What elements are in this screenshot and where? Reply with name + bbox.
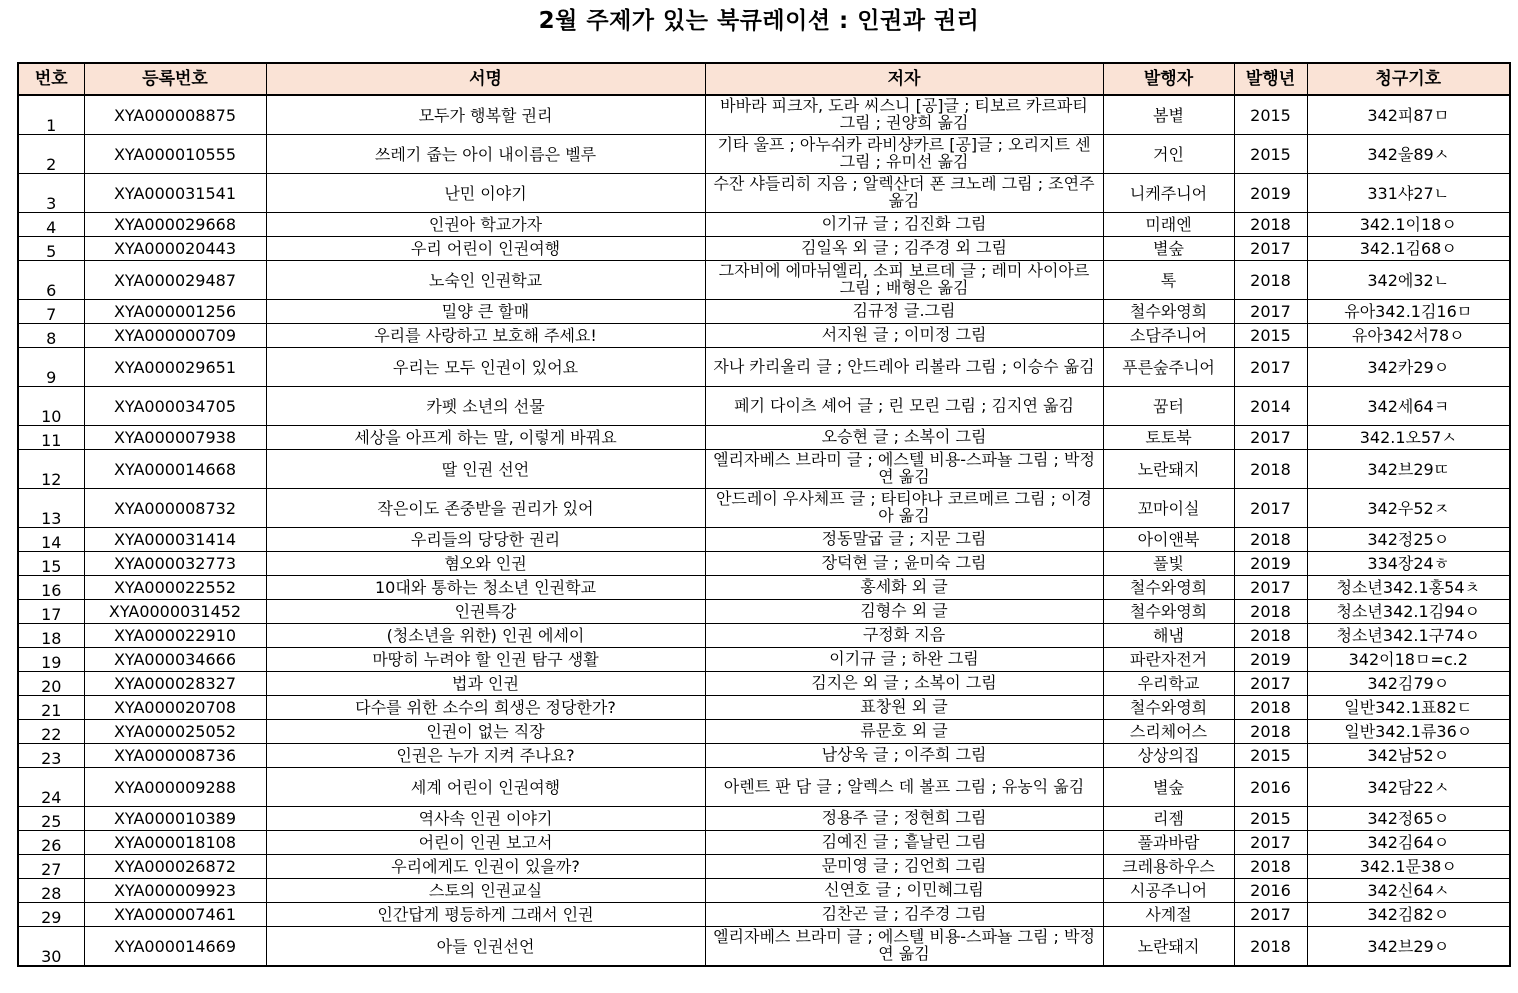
cell-author xyxy=(705,576,1103,600)
cell-year: 2018 xyxy=(1234,600,1307,624)
cell-number: 29 xyxy=(18,903,84,927)
author-text: 구정화 지음 xyxy=(862,626,946,643)
cell-book-title: 아들 인권선언 xyxy=(266,927,705,967)
cell-call-number: 342울89ㅅ xyxy=(1307,135,1510,174)
table-row xyxy=(18,768,1510,807)
table-row xyxy=(18,744,1510,768)
cell-number: 19 xyxy=(18,648,84,672)
cell-year: 2017 xyxy=(1234,576,1307,600)
author-text: 자나 카리올리 글 ; 안드레아 리볼라 그림 ; 이승수 옮김 xyxy=(713,357,1095,375)
cell-year: 2017 xyxy=(1234,903,1307,927)
author-text: 페기 다이츠 셰어 글 ; 린 모린 그림 ; 김지연 옮김 xyxy=(734,396,1074,414)
cell-year: 2017 xyxy=(1234,300,1307,324)
cell-publisher: 꼬마이실 xyxy=(1103,489,1234,528)
cell-year: 2015 xyxy=(1234,807,1307,831)
cell-book-title: 쓰레기 줍는 아이 내이름은 벨루 xyxy=(266,135,705,174)
cell-author xyxy=(705,387,1103,426)
cell-book-title: 역사속 인권 이야기 xyxy=(266,807,705,831)
cell-author xyxy=(705,768,1103,807)
cell-publisher: 상상의집 xyxy=(1103,744,1234,768)
cell-book-title: 혐오와 인권 xyxy=(266,552,705,576)
table-row xyxy=(18,807,1510,831)
cell-number: 21 xyxy=(18,696,84,720)
table-row xyxy=(18,426,1510,450)
cell-call-number: 342김64ㅇ xyxy=(1307,831,1510,855)
table-row xyxy=(18,672,1510,696)
table-row xyxy=(18,174,1510,213)
cell-book-title: 우리에게도 인권이 있을까? xyxy=(266,855,705,879)
cell-call-number: 유아342서78ㅇ xyxy=(1307,324,1510,348)
cell-number: 12 xyxy=(18,450,84,489)
cell-year: 2017 xyxy=(1234,672,1307,696)
cell-year: 2018 xyxy=(1234,696,1307,720)
cell-number: 16 xyxy=(18,576,84,600)
cell-author xyxy=(705,807,1103,831)
cell-author xyxy=(705,135,1103,174)
cell-number: 22 xyxy=(18,720,84,744)
cell-book-title: 모두가 행복할 권리 xyxy=(266,95,705,135)
cell-call-number: 342신64ㅅ xyxy=(1307,879,1510,903)
cell-registration-number: XYA000029668 xyxy=(84,213,266,237)
cell-publisher: 별숲 xyxy=(1103,768,1234,807)
cell-call-number: 청소년342.1김94ㅇ xyxy=(1307,600,1510,624)
cell-number: 13 xyxy=(18,489,84,528)
cell-registration-number: XYA000025052 xyxy=(84,720,266,744)
cell-author xyxy=(705,624,1103,648)
cell-author xyxy=(705,552,1103,576)
author-text: 김예진 글 ; 흩날린 그림 xyxy=(821,833,987,850)
cell-number: 24 xyxy=(18,768,84,807)
cell-call-number: 342정25ㅇ xyxy=(1307,528,1510,552)
cell-year: 2019 xyxy=(1234,552,1307,576)
cell-number: 4 xyxy=(18,213,84,237)
cell-year: 2018 xyxy=(1234,261,1307,300)
cell-publisher: 철수와영희 xyxy=(1103,696,1234,720)
table-row xyxy=(18,831,1510,855)
author-text: 바바라 피크자, 도라 씨스니 [공]글 ; 티보르 카르파티 그림 ; 권양희 옮김 xyxy=(720,97,1088,131)
cell-number: 1 xyxy=(18,95,84,135)
cell-registration-number: XYA000034705 xyxy=(84,387,266,426)
table-row xyxy=(18,855,1510,879)
cell-call-number: 청소년342.1구74ㅇ xyxy=(1307,624,1510,648)
cell-registration-number: XYA000034666 xyxy=(84,648,266,672)
author-text: 기타 울프 ; 아누쉬카 라비샹카르 [공]글 ; 오리지트 센 그림 ; 유미선 옮김 xyxy=(717,136,1091,170)
cell-year: 2017 xyxy=(1234,348,1307,387)
cell-book-title: 마땅히 누려야 할 인권 탐구 생활 xyxy=(266,648,705,672)
cell-year: 2015 xyxy=(1234,744,1307,768)
cell-call-number: 342남52ㅇ xyxy=(1307,744,1510,768)
cell-number: 15 xyxy=(18,552,84,576)
cell-year: 2017 xyxy=(1234,237,1307,261)
table-row xyxy=(18,261,1510,300)
cell-year: 2017 xyxy=(1234,426,1307,450)
table-row xyxy=(18,903,1510,927)
cell-publisher: 우리학교 xyxy=(1103,672,1234,696)
author-text: 아렌트 판 담 글 ; 알렉스 데 볼프 그림 ; 유농익 옮김 xyxy=(723,777,1085,795)
cell-year: 2019 xyxy=(1234,174,1307,213)
cell-author xyxy=(705,528,1103,552)
cell-author xyxy=(705,831,1103,855)
author-text: 오승현 글 ; 소복이 그림 xyxy=(821,428,987,445)
author-text: 서지원 글 ; 이미정 그림 xyxy=(821,326,987,343)
cell-call-number: 유아342.1김16ㅁ xyxy=(1307,300,1510,324)
cell-author xyxy=(705,261,1103,300)
cell-year: 2016 xyxy=(1234,879,1307,903)
cell-publisher: 풀과바람 xyxy=(1103,831,1234,855)
cell-author xyxy=(705,927,1103,967)
author-text: 표창원 외 글 xyxy=(860,698,948,715)
cell-book-title: 딸 인권 선언 xyxy=(266,450,705,489)
cell-call-number: 342.1문38ㅇ xyxy=(1307,855,1510,879)
cell-call-number: 331샤27ㄴ xyxy=(1307,174,1510,213)
cell-author xyxy=(705,696,1103,720)
cell-registration-number: XYA000020708 xyxy=(84,696,266,720)
author-text: 정동말굽 글 ; 지문 그림 xyxy=(821,530,987,547)
author-text: 김일옥 외 글 ; 김주경 외 그림 xyxy=(801,239,1007,256)
cell-call-number: 334장24ㅎ xyxy=(1307,552,1510,576)
cell-year: 2019 xyxy=(1234,648,1307,672)
cell-number: 27 xyxy=(18,855,84,879)
cell-book-title: 작은이도 존중받을 권리가 있어 xyxy=(266,489,705,528)
table-row xyxy=(18,489,1510,528)
cell-call-number: 342우52ㅈ xyxy=(1307,489,1510,528)
cell-number: 8 xyxy=(18,324,84,348)
author-text: 정용주 글 ; 정현희 그림 xyxy=(821,809,987,826)
cell-author xyxy=(705,300,1103,324)
cell-call-number: 342피87ㅁ xyxy=(1307,95,1510,135)
table-row xyxy=(18,213,1510,237)
cell-registration-number: XYA0000031452 xyxy=(84,600,266,624)
cell-book-title: 스토의 인권교실 xyxy=(266,879,705,903)
cell-book-title: 노숙인 인권학교 xyxy=(266,261,705,300)
cell-publisher: 별숲 xyxy=(1103,237,1234,261)
cell-call-number: 342김79ㅇ xyxy=(1307,672,1510,696)
cell-book-title: 우리를 사랑하고 보호해 주세요! xyxy=(266,324,705,348)
cell-publisher: 꿈터 xyxy=(1103,387,1234,426)
cell-registration-number: XYA000029487 xyxy=(84,261,266,300)
author-text: 홍세화 외 글 xyxy=(860,578,948,595)
cell-publisher: 철수와영희 xyxy=(1103,576,1234,600)
cell-number: 2 xyxy=(18,135,84,174)
cell-year: 2015 xyxy=(1234,135,1307,174)
cell-publisher: 미래엔 xyxy=(1103,213,1234,237)
cell-book-title: 우리 어린이 인권여행 xyxy=(266,237,705,261)
cell-author xyxy=(705,348,1103,387)
page-title: 2월 주제가 있는 북큐레이션 : 인권과 권리 xyxy=(538,8,980,34)
cell-registration-number: XYA000014668 xyxy=(84,450,266,489)
table-row xyxy=(18,237,1510,261)
cell-registration-number: XYA000031414 xyxy=(84,528,266,552)
author-text: 류문호 외 글 xyxy=(860,722,948,739)
cell-book-title: 인권아 학교가자 xyxy=(266,213,705,237)
cell-publisher: 철수와영희 xyxy=(1103,600,1234,624)
table-row xyxy=(18,528,1510,552)
cell-author xyxy=(705,879,1103,903)
cell-registration-number: XYA000000709 xyxy=(84,324,266,348)
cell-number: 17 xyxy=(18,600,84,624)
cell-number: 14 xyxy=(18,528,84,552)
cell-call-number: 청소년342.1홍54ㅊ xyxy=(1307,576,1510,600)
column-header: 발행자 xyxy=(1103,63,1234,95)
table-row xyxy=(18,450,1510,489)
cell-number: 9 xyxy=(18,348,84,387)
cell-registration-number: XYA000010555 xyxy=(84,135,266,174)
table-row xyxy=(18,95,1510,135)
cell-registration-number: XYA000020443 xyxy=(84,237,266,261)
cell-registration-number: XYA000008875 xyxy=(84,95,266,135)
cell-call-number: 342에32ㄴ xyxy=(1307,261,1510,300)
cell-publisher: 톡 xyxy=(1103,261,1234,300)
cell-year: 2018 xyxy=(1234,720,1307,744)
cell-book-title: 다수를 위한 소수의 희생은 정당한가? xyxy=(266,696,705,720)
cell-author xyxy=(705,744,1103,768)
cell-number: 18 xyxy=(18,624,84,648)
cell-author xyxy=(705,648,1103,672)
cell-registration-number: XYA000028327 xyxy=(84,672,266,696)
cell-call-number: 342.1김68ㅇ xyxy=(1307,237,1510,261)
cell-year: 2018 xyxy=(1234,213,1307,237)
book-table xyxy=(17,62,1511,967)
cell-publisher: 노란돼지 xyxy=(1103,450,1234,489)
table-row xyxy=(18,600,1510,624)
cell-author xyxy=(705,903,1103,927)
cell-registration-number: XYA000009923 xyxy=(84,879,266,903)
cell-number: 26 xyxy=(18,831,84,855)
cell-publisher: 아이앤북 xyxy=(1103,528,1234,552)
cell-call-number: 342브29ㅇ xyxy=(1307,927,1510,967)
author-text: 김찬곤 글 ; 김주경 그림 xyxy=(821,905,987,922)
header-row xyxy=(18,63,1510,95)
cell-book-title: 인권특강 xyxy=(266,600,705,624)
column-header: 등록번호 xyxy=(84,63,266,95)
cell-year: 2018 xyxy=(1234,450,1307,489)
author-text: 김지은 외 글 ; 소복이 그림 xyxy=(811,674,997,691)
cell-author xyxy=(705,720,1103,744)
cell-registration-number: XYA000031541 xyxy=(84,174,266,213)
cell-book-title: 법과 인권 xyxy=(266,672,705,696)
cell-year: 2014 xyxy=(1234,387,1307,426)
author-text: 김규정 글.그림 xyxy=(852,302,956,319)
cell-publisher: 리젬 xyxy=(1103,807,1234,831)
cell-author xyxy=(705,324,1103,348)
cell-author xyxy=(705,95,1103,135)
cell-call-number: 342카29ㅇ xyxy=(1307,348,1510,387)
cell-call-number: 일반342.1류36ㅇ xyxy=(1307,720,1510,744)
cell-registration-number: XYA000032773 xyxy=(84,552,266,576)
cell-book-title: 세상을 아프게 하는 말, 이렇게 바꿔요 xyxy=(266,426,705,450)
cell-registration-number: XYA000022552 xyxy=(84,576,266,600)
table-row xyxy=(18,324,1510,348)
cell-publisher: 봄볕 xyxy=(1103,95,1234,135)
author-text: 신연호 글 ; 이민혜그림 xyxy=(824,881,984,898)
table-row xyxy=(18,927,1510,967)
cell-author xyxy=(705,237,1103,261)
cell-publisher: 푸른숲주니어 xyxy=(1103,348,1234,387)
cell-call-number: 342브29ㄸ xyxy=(1307,450,1510,489)
table-row xyxy=(18,348,1510,387)
cell-registration-number: XYA000007938 xyxy=(84,426,266,450)
cell-call-number: 342세64ㅋ xyxy=(1307,387,1510,426)
author-text: 이기규 글 ; 김진화 그림 xyxy=(821,215,987,232)
cell-number: 28 xyxy=(18,879,84,903)
cell-publisher: 철수와영희 xyxy=(1103,300,1234,324)
cell-registration-number: XYA000009288 xyxy=(84,768,266,807)
table-row xyxy=(18,552,1510,576)
cell-author xyxy=(705,600,1103,624)
cell-registration-number: XYA000007461 xyxy=(84,903,266,927)
cell-book-title: 10대와 통하는 청소년 인권학교 xyxy=(266,576,705,600)
cell-book-title: 난민 이야기 xyxy=(266,174,705,213)
cell-author xyxy=(705,489,1103,528)
author-text: 수잔 샤들리히 지음 ; 알렉산더 폰 크노레 그림 ; 조연주 옮김 xyxy=(713,175,1095,209)
cell-book-title: 인권이 없는 직장 xyxy=(266,720,705,744)
table-row xyxy=(18,624,1510,648)
cell-author xyxy=(705,672,1103,696)
author-text: 문미영 글 ; 김언희 그림 xyxy=(821,857,987,874)
cell-registration-number: XYA000026872 xyxy=(84,855,266,879)
cell-author xyxy=(705,855,1103,879)
cell-number: 5 xyxy=(18,237,84,261)
cell-year: 2016 xyxy=(1234,768,1307,807)
cell-registration-number: XYA000018108 xyxy=(84,831,266,855)
cell-call-number: 342정65ㅇ xyxy=(1307,807,1510,831)
table-row xyxy=(18,879,1510,903)
cell-registration-number: XYA000001256 xyxy=(84,300,266,324)
table-row xyxy=(18,720,1510,744)
column-header: 번호 xyxy=(18,63,84,95)
cell-book-title: 우리들의 당당한 권리 xyxy=(266,528,705,552)
cell-book-title: 인간답게 평등하게 그래서 인권 xyxy=(266,903,705,927)
author-text: 그자비에 에마뉘엘리, 소피 보르데 글 ; 레미 사이아르 그림 ; 배형은 옮김 xyxy=(718,262,1090,296)
cell-year: 2018 xyxy=(1234,855,1307,879)
author-text: 김형수 외 글 xyxy=(860,602,948,619)
cell-call-number: 일반342.1표82ㄷ xyxy=(1307,696,1510,720)
table-row xyxy=(18,648,1510,672)
table-row xyxy=(18,576,1510,600)
author-text: 남상욱 글 ; 이주희 그림 xyxy=(821,746,987,763)
table-row xyxy=(18,135,1510,174)
cell-book-title: (청소년을 위한) 인권 에세이 xyxy=(266,624,705,648)
cell-author xyxy=(705,450,1103,489)
cell-publisher: 시공주니어 xyxy=(1103,879,1234,903)
cell-number: 25 xyxy=(18,807,84,831)
cell-number: 10 xyxy=(18,387,84,426)
cell-year: 2018 xyxy=(1234,927,1307,967)
cell-author xyxy=(705,426,1103,450)
cell-call-number: 342담22ㅅ xyxy=(1307,768,1510,807)
cell-number: 30 xyxy=(18,927,84,967)
cell-number: 11 xyxy=(18,426,84,450)
author-text: 안드레이 우사체프 글 ; 타티야나 코르메르 그림 ; 이경아 옮김 xyxy=(715,490,1093,524)
cell-call-number: 342.1이18ㅇ xyxy=(1307,213,1510,237)
cell-publisher: 토토북 xyxy=(1103,426,1234,450)
cell-author xyxy=(705,174,1103,213)
author-text: 장덕현 글 ; 윤미숙 그림 xyxy=(821,554,987,571)
cell-registration-number: XYA000022910 xyxy=(84,624,266,648)
cell-number: 23 xyxy=(18,744,84,768)
author-text: 엘리자베스 브라미 글 ; 에스텔 비용-스파뇰 그림 ; 박정연 옮김 xyxy=(713,451,1095,485)
cell-book-title: 카펫 소년의 선물 xyxy=(266,387,705,426)
cell-number: 20 xyxy=(18,672,84,696)
cell-publisher: 니케주니어 xyxy=(1103,174,1234,213)
cell-number: 3 xyxy=(18,174,84,213)
cell-book-title: 어린이 인권 보고서 xyxy=(266,831,705,855)
cell-publisher: 파란자전거 xyxy=(1103,648,1234,672)
cell-publisher: 해냄 xyxy=(1103,624,1234,648)
author-text: 이기규 글 ; 하완 그림 xyxy=(829,650,979,667)
table-row xyxy=(18,696,1510,720)
cell-year: 2018 xyxy=(1234,528,1307,552)
cell-year: 2015 xyxy=(1234,95,1307,135)
cell-call-number: 342이18ㅁ=c.2 xyxy=(1307,648,1510,672)
cell-call-number: 342.1오57ㅅ xyxy=(1307,426,1510,450)
cell-call-number: 342김82ㅇ xyxy=(1307,903,1510,927)
cell-book-title: 밀양 큰 할매 xyxy=(266,300,705,324)
author-text: 엘리자베스 브라미 글 ; 에스텔 비용-스파뇰 그림 ; 박정연 옮김 xyxy=(713,928,1095,962)
cell-publisher: 크레용하우스 xyxy=(1103,855,1234,879)
cell-publisher: 소담주니어 xyxy=(1103,324,1234,348)
cell-registration-number: XYA000014669 xyxy=(84,927,266,967)
cell-book-title: 세계 어린이 인권여행 xyxy=(266,768,705,807)
table-row xyxy=(18,387,1510,426)
cell-book-title: 우리는 모두 인권이 있어요 xyxy=(266,348,705,387)
cell-publisher: 풀빛 xyxy=(1103,552,1234,576)
cell-registration-number: XYA000008732 xyxy=(84,489,266,528)
cell-year: 2017 xyxy=(1234,489,1307,528)
cell-year: 2015 xyxy=(1234,324,1307,348)
cell-registration-number: XYA000029651 xyxy=(84,348,266,387)
column-header: 저자 xyxy=(705,63,1103,95)
cell-book-title: 인권은 누가 지켜 주나요? xyxy=(266,744,705,768)
column-header: 서명 xyxy=(266,63,705,95)
column-header: 청구기호 xyxy=(1307,63,1510,95)
cell-number: 7 xyxy=(18,300,84,324)
cell-publisher: 노란돼지 xyxy=(1103,927,1234,967)
cell-year: 2018 xyxy=(1234,624,1307,648)
cell-author xyxy=(705,213,1103,237)
cell-publisher: 거인 xyxy=(1103,135,1234,174)
cell-number: 6 xyxy=(18,261,84,300)
table-row xyxy=(18,300,1510,324)
cell-publisher: 사계절 xyxy=(1103,903,1234,927)
cell-year: 2017 xyxy=(1234,831,1307,855)
cell-registration-number: XYA000010389 xyxy=(84,807,266,831)
column-header: 발행년 xyxy=(1234,63,1307,95)
cell-registration-number: XYA000008736 xyxy=(84,744,266,768)
cell-publisher: 스리체어스 xyxy=(1103,720,1234,744)
